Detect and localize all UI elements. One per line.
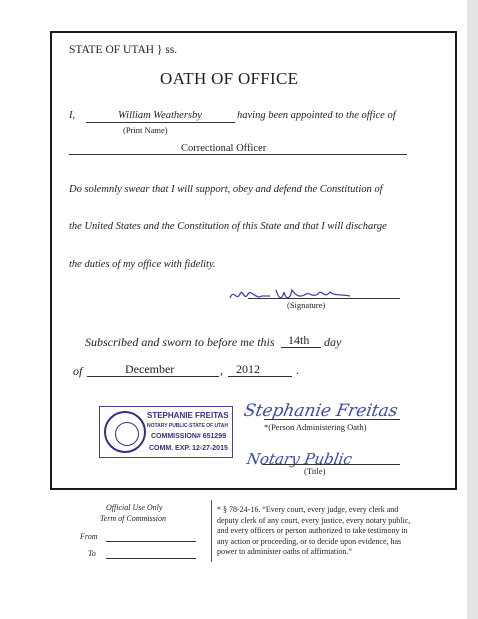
print-name-caption: (Print Name) [123,125,168,135]
office-underline [69,154,407,155]
sworn-month: December [125,362,175,376]
statute-line: any action or proceeding, or to decide upon evidence, has [217,536,402,546]
pronoun-i: I, [69,110,76,121]
stamp-expiration: COMM. EXP. 12-27-2015 [149,445,228,452]
year-period: . [296,363,299,377]
stamp-commission: COMMISSION# 651299 [151,433,227,440]
from-label: From [80,532,98,541]
title-underline [262,464,400,465]
stamp-notary-line: NOTARY PUBLIC-STATE OF UTAH [147,423,229,429]
sworn-year: 2012 [236,362,260,376]
from-field[interactable] [106,541,196,542]
sworn-day: 14th [288,333,310,347]
name-underline [86,122,235,123]
official-use-label: Official Use Only [106,503,163,512]
oath-line-2: the United States and the Constitution of this State and that I will discharge [69,221,387,232]
utah-seal-icon [104,411,146,453]
statute-line: * § 78-24-16. “Every court, every judge, every clerk and [217,505,399,514]
scan-edge [467,0,478,619]
signature-caption: (Signature) [287,300,326,310]
statute-line: power to administer oaths of affirmation.” [217,547,352,556]
to-field[interactable] [106,558,196,559]
notary-title-handwritten: Notary Public [245,450,354,468]
of-word: of [73,364,83,378]
document-title: OATH OF OFFICE [160,69,299,88]
oath-line-3: the duties of my office with fidelity. [69,259,216,270]
statute-line: deputy clerk of any court, every justice, every notary public, [217,515,411,525]
appointment-text: having been appointed to the office of [237,110,396,121]
sworn-text: Subscribed and sworn to before me this [85,335,275,349]
to-label: To [88,549,96,558]
oath-line-1: Do solemnly swear that I will support, obey and defend the Constitution of [69,184,383,195]
title-caption: (Title) [304,466,326,476]
day-word: day [324,335,342,349]
signature-underline [248,298,400,299]
month-comma: , [220,363,223,377]
office-value: Correctional Officer [181,143,267,154]
footer-divider [211,500,212,562]
notary-stamp [99,406,233,458]
term-label: Term of Commission [100,514,166,523]
notary-underline [264,419,400,420]
stamp-name: STEPHANIE FREITAS [147,411,229,420]
statute-line: and every officers or person authorized to take testimony in [217,526,408,535]
state-line: STATE OF UTAH } ss. [69,44,178,56]
print-name-value: William Weathersby [118,110,202,121]
notary-signature: Stephanie Freitas [242,401,400,421]
statute-text [217,505,410,558]
admin-caption: *(Person Administering Oath) [264,422,367,432]
